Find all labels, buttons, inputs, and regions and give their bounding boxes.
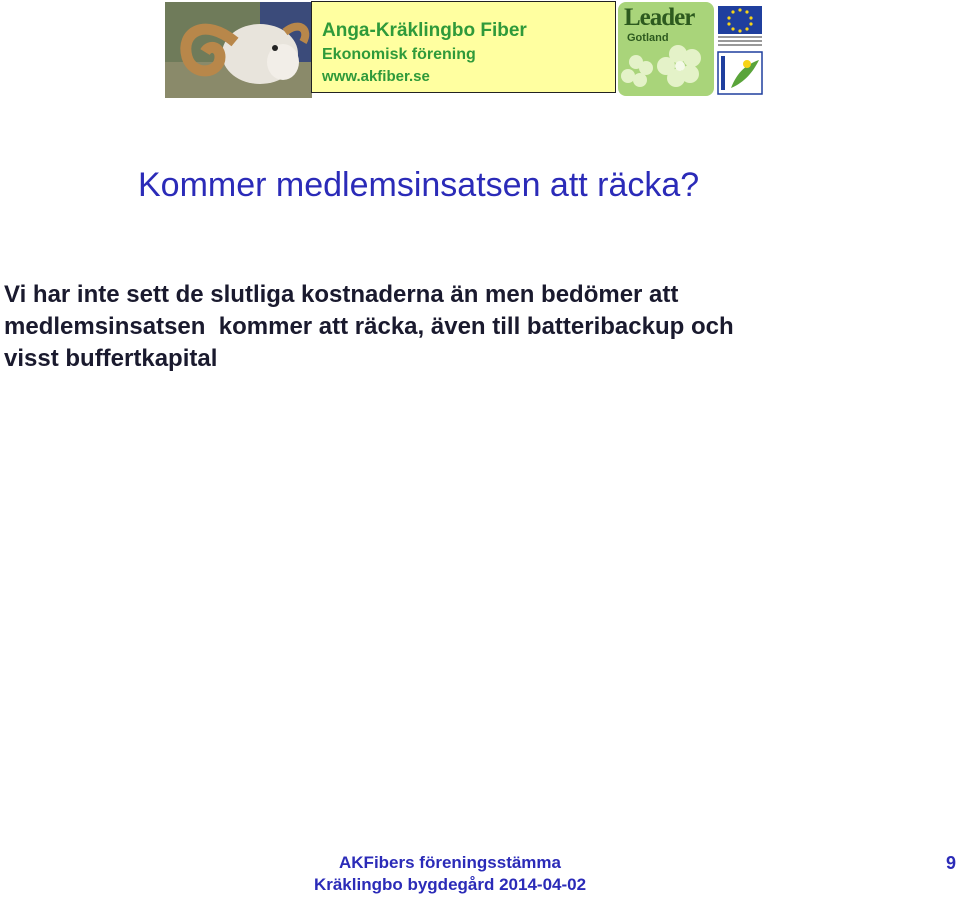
slide-footer [260, 852, 640, 896]
ram-photo-image [165, 2, 312, 98]
slide-body-line: medlemsinsatsen kommer att räcka, även till batteribackup och [4, 313, 734, 340]
organization-name: Anga-Kräklingbo Fiber [322, 20, 527, 41]
organization-subtitle: Ekonomisk förening [322, 46, 476, 63]
ram-photo [165, 2, 312, 98]
leader-logo-subtitle: Gotland [627, 32, 669, 44]
slide-body-line: Vi har inte sett de slutliga kostnaderna än men bedömer att [4, 281, 679, 308]
leader-gotland-logo [618, 2, 714, 96]
slide-title: Kommer medlemsinsatsen att räcka? [138, 166, 700, 204]
eu-flag-leader-icon [717, 2, 763, 96]
slide-body-text [4, 279, 944, 375]
organization-header [311, 1, 616, 93]
footer-event-name: AKFibers föreningsstämma [339, 853, 561, 872]
organization-website-link[interactable]: www.akfiber.se [322, 68, 430, 85]
footer-location-date: Kräklingbo bygdegård 2014-04-02 [313, 875, 587, 894]
slide-body-line: visst buffertkapital [4, 345, 218, 372]
leader-logo-text: Leader [624, 4, 695, 31]
page-number: 9 [945, 853, 956, 873]
